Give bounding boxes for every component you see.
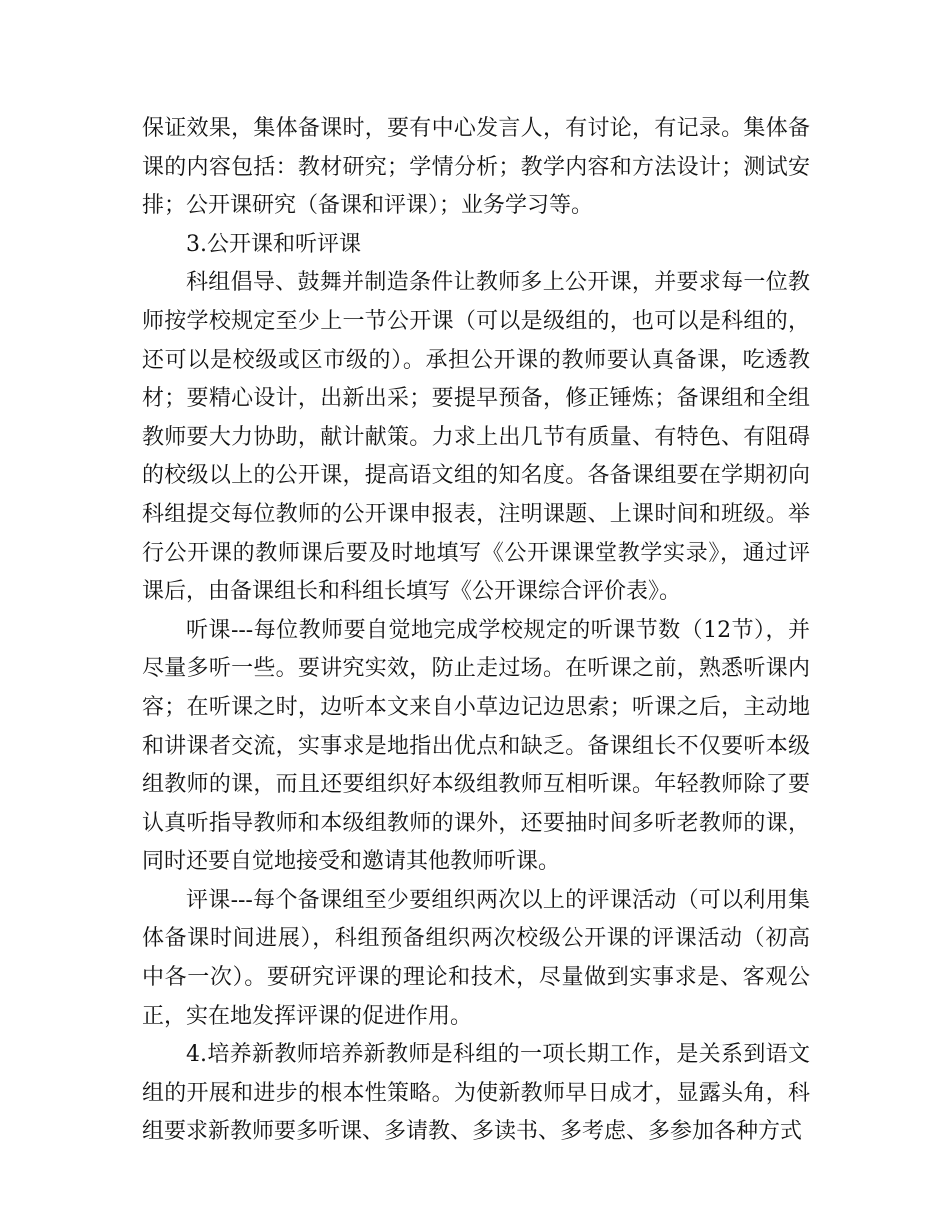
paragraph-open-class: 科组倡导、鼓舞并制造条件让教师多上公开课，并要求每一位教师按学校规定至少上一节公开课（可以是级组的，也可以是科组的，还可以是校级或区市级的）。承担公开课的教师要认真备课，吃透教材；要精心设计，出新出采；要提早预备，修正锤炼；备课组和全组教师要大力协助，献计献策。力求上出几节有质量、有特色、有阻碍的校级以上的公开课，提高语文组的知名度。各备课组要在学期初向科组提交每位教师的公开课申报表，注明课题、上课时间和班级。举行公开课的教师课后要及时地填写《公开课课堂教学实录》，通过评课后，由备课组长和科组长填写《公开课综合评价表》。 xyxy=(142,270,810,605)
section-heading-open-class: 3.公开课和听评课 xyxy=(186,231,361,257)
document-body xyxy=(142,110,810,1152)
paragraph-lesson-evaluation: 评课---每个备课组至少要组织两次以上的评课活动（可以利用集体备课时间进展），科组预备组织两次校级公开课的评课活动（初高中各一次）。要研究评课的理论和技术，尽量做到实事求是、客观公正，实在地发挥评课的促进作用。 xyxy=(142,887,810,1029)
paragraph-new-teacher-training: 4.培养新教师培养新教师是科组的一项长期工作，是关系到语文组的开展和进步的根本性策略。为使新教师早日成才，显露头角，科组要求新教师要多听课、多请教、多读书、多考虑、多参加各种方式 xyxy=(142,1042,810,1145)
paragraph-lesson-observation: 听课---每位教师要自觉地完成学校规定的听课节数（12节），并尽量多听一些。要讲究实效，防止走过场。在听课之前，熟悉听课内容；在听课之时，边听本文来自小草边记边思索；听课之后，主动地和讲课者交流，实事求是地指出优点和缺乏。备课组长不仅要听本级组教师的课，而且还要组织好本级组教师互相听课。年轻教师除了要认真听指导教师和本级组教师的课外，还要抽时间多听老教师的课，同时还要自觉地接受和邀请其他教师听课。 xyxy=(142,617,810,875)
paragraph-collective-lesson-prep: 保证效果，集体备课时，要有中心发言人，有讨论，有记录。集体备课的内容包括：教材研究；学情分析；教学内容和方法设计；测试安排；公开课研究（备课和评课）；业务学习等。 xyxy=(142,116,810,219)
